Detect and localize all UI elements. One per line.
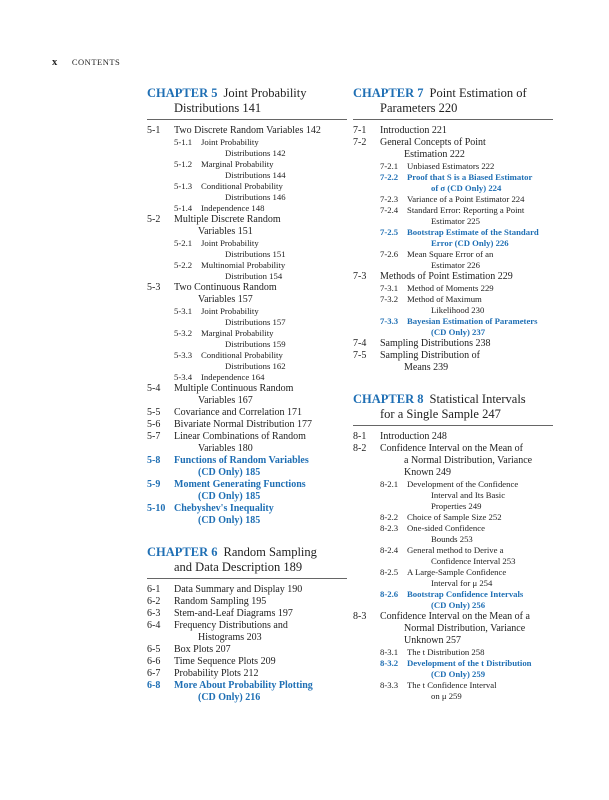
entry-number: 7-2.3 (380, 194, 399, 204)
toc-section[interactable] (147, 125, 347, 137)
chapter-heading-line (147, 545, 347, 560)
toc-section[interactable] (147, 584, 347, 596)
entry-number: 5-7 (147, 431, 161, 442)
toc-section[interactable] (147, 503, 347, 527)
toc-section[interactable] (147, 656, 347, 668)
entry-number: 5-6 (147, 419, 161, 430)
entry-number: 8-2.4 (380, 545, 399, 555)
toc-subsection[interactable] (353, 545, 553, 567)
entry-number: 6-5 (147, 644, 161, 655)
entry-title: A Large-Sample Confidence (407, 567, 507, 577)
toc-subsection[interactable] (147, 328, 347, 350)
entry-number: 8-1 (353, 431, 367, 442)
entry-title: Bootstrap Estimate of the Standard (407, 227, 539, 237)
entry-title: Variance of a Point Estimator 224 (407, 194, 525, 204)
entry-title: Joint Probability (201, 306, 259, 316)
entry-title-continued: (CD Only) 216 (198, 692, 261, 703)
chapter-title-continued: and Data Description 189 (174, 560, 303, 574)
chapter-heading-line (353, 86, 553, 101)
section-gap (353, 374, 553, 392)
toc-section[interactable] (147, 431, 347, 455)
toc-subsection[interactable] (353, 161, 553, 172)
entry-number: 5-2.2 (174, 260, 193, 270)
entry-title: Time Sequence Plots 209 (174, 656, 276, 667)
chapter-number: CHAPTER 8 (353, 392, 424, 406)
entry-title: Data Summary and Display 190 (174, 584, 303, 595)
entry-title-continued: Normal Distribution, Variance (404, 623, 526, 634)
toc-subsection[interactable] (353, 589, 553, 611)
entry-number: 5-2.1 (174, 238, 193, 248)
toc-section[interactable] (147, 407, 347, 419)
entry-title-continued: Variables 167 (198, 395, 253, 406)
entry-title-continued: Distribution 154 (225, 271, 283, 281)
entry-title: Conditional Probability (201, 350, 283, 360)
entry-title: Methods of Point Estimation 229 (380, 271, 513, 282)
entry-title: Moment Generating Functions (174, 479, 306, 490)
entry-title: Bayesian Estimation of Parameters (407, 316, 538, 326)
entry-title: Introduction 248 (380, 431, 447, 442)
entry-title-continued: Distributions 142 (225, 148, 286, 158)
entry-title: Bivariate Normal Distribution 177 (174, 419, 313, 430)
entry-title-continued: (CD Only) 237 (431, 327, 486, 337)
entry-number: 6-3 (147, 608, 161, 619)
entry-title: Independence 148 (201, 203, 265, 213)
entry-title-continued: Estimation 222 (404, 149, 465, 160)
running-header (52, 57, 120, 68)
chapter-number: CHAPTER 6 (147, 545, 218, 559)
entry-title: Confidence Interval on the Mean of (380, 443, 524, 454)
entry-number: 8-2.5 (380, 567, 399, 577)
toc-subsection[interactable] (147, 350, 347, 372)
toc-subsection[interactable] (353, 680, 553, 702)
entry-number: 8-2.1 (380, 479, 399, 489)
chapter-title: Joint Probability (223, 86, 307, 100)
page-number: x (52, 57, 58, 68)
entry-number: 5-1.3 (174, 181, 193, 191)
entry-title: Introduction 221 (380, 125, 447, 136)
entry-title-continued: Variables 180 (198, 443, 253, 454)
entry-number: 7-2.2 (380, 172, 399, 182)
entry-title-continued: a Normal Distribution, Variance (404, 455, 533, 466)
entry-number: 8-2.2 (380, 512, 399, 522)
entry-title: Method of Maximum (407, 294, 482, 304)
entry-title: Choice of Sample Size 252 (407, 512, 502, 522)
entry-number: 5-3.4 (174, 372, 193, 382)
entry-number: 7-3.3 (380, 316, 399, 326)
chapter-title-continued: Parameters 220 (380, 101, 458, 115)
entry-title-continued: Error (CD Only) 226 (431, 238, 509, 248)
entry-number: 8-3.2 (380, 658, 399, 668)
entry-title: Stem-and-Leaf Diagrams 197 (174, 608, 293, 619)
entry-title: Marginal Probability (201, 159, 274, 169)
toc-section[interactable] (353, 271, 553, 283)
entry-title: Bootstrap Confidence Intervals (407, 589, 524, 599)
toc-subsection[interactable] (147, 181, 347, 203)
entry-title-continued: Distributions 146 (225, 192, 286, 202)
toc-section[interactable] (147, 282, 347, 306)
entry-title: Two Continuous Random (174, 282, 277, 293)
entry-number: 5-1.2 (174, 159, 193, 169)
toc-section[interactable] (147, 608, 347, 620)
entry-title: More About Probability Plotting (174, 680, 313, 691)
entry-title: Joint Probability (201, 238, 259, 248)
entry-title: The t Confidence Interval (407, 680, 497, 690)
entry-title-continued: Interval for μ 254 (431, 578, 493, 588)
entry-number: 6-6 (147, 656, 161, 667)
entry-number: 7-2.1 (380, 161, 399, 171)
entry-number: 6-2 (147, 596, 161, 607)
toc-subsection[interactable] (353, 249, 553, 271)
chapter-heading (147, 86, 347, 120)
toc-subsection[interactable] (147, 203, 347, 214)
toc-subsection[interactable] (353, 194, 553, 205)
entry-title: Proof that S is a Biased Estimator (407, 172, 533, 182)
entry-title: Functions of Random Variables (174, 455, 309, 466)
toc-subsection[interactable] (147, 306, 347, 328)
entry-title-continued: Likelihood 230 (431, 305, 485, 315)
entry-title-continued: Unknown 257 (404, 635, 461, 646)
entry-number: 7-3 (353, 271, 367, 282)
entry-title: Box Plots 207 (174, 644, 231, 655)
entry-title: Multiple Continuous Random (174, 383, 294, 394)
entry-number: 5-2 (147, 214, 161, 225)
chapter-title: Statistical Intervals (429, 392, 526, 406)
entry-title: Development of the t Distribution (407, 658, 532, 668)
chapter-number: CHAPTER 7 (353, 86, 424, 100)
entry-title-continued: Interval and Its Basic (431, 490, 506, 500)
entry-number: 7-3.2 (380, 294, 399, 304)
toc-section[interactable] (147, 596, 347, 608)
toc-subsection[interactable] (353, 227, 553, 249)
entry-title-continued: Variables 157 (198, 294, 253, 305)
entry-number: 6-7 (147, 668, 161, 679)
entry-number: 5-3.2 (174, 328, 193, 338)
entry-number: 7-2.6 (380, 249, 399, 259)
toc-section[interactable] (147, 455, 347, 479)
entry-title: One-sided Confidence (407, 523, 485, 533)
entry-title: Multinomial Probability (201, 260, 286, 270)
toc-subsection[interactable] (353, 479, 553, 512)
entry-title: Unbiased Estimators 222 (407, 161, 495, 171)
entry-title-continued: Distributions 162 (225, 361, 286, 371)
entry-title: Random Sampling 195 (174, 596, 267, 607)
entry-number: 7-1 (353, 125, 367, 136)
entry-title: Confidence Interval on the Mean of a (380, 611, 530, 622)
chapter-heading (353, 86, 553, 120)
entry-number: 8-3 (353, 611, 367, 622)
toc-section[interactable] (353, 431, 553, 443)
entry-title-continued: Distributions 159 (225, 339, 286, 349)
chapter-number: CHAPTER 5 (147, 86, 218, 100)
entry-title-continued: (CD Only) 256 (431, 600, 486, 610)
toc-subsection[interactable] (147, 372, 347, 383)
entry-title-continued: Estimator 226 (431, 260, 480, 270)
toc-subsection[interactable] (147, 137, 347, 159)
chapter-title-continued: for a Single Sample 247 (380, 407, 501, 421)
toc-section[interactable] (353, 611, 553, 647)
toc-subsection[interactable] (353, 647, 553, 658)
entry-number: 7-4 (353, 338, 367, 349)
entry-title-continued: (CD Only) 185 (198, 491, 261, 502)
entry-number: 8-2 (353, 443, 367, 454)
toc-section[interactable] (353, 350, 553, 374)
entry-title-continued: Means 239 (404, 362, 449, 373)
chapter-heading (147, 545, 347, 579)
toc-section[interactable] (147, 620, 347, 644)
entry-title: Two Discrete Random Variables 142 (174, 125, 321, 136)
entry-title-continued: Distributions 151 (225, 249, 286, 259)
toc-section[interactable] (147, 419, 347, 431)
entry-title: Development of the Confidence (407, 479, 519, 489)
entry-number: 7-5 (353, 350, 367, 361)
toc-section[interactable] (147, 383, 347, 407)
entry-title: Probability Plots 212 (174, 668, 259, 679)
entry-title-continued: Variables 151 (198, 226, 253, 237)
entry-title-continued: on μ 259 (431, 691, 462, 701)
toc-column-right (353, 86, 553, 702)
toc-subsection[interactable] (353, 283, 553, 294)
toc-subsection[interactable] (353, 294, 553, 316)
entry-title-continued: (CD Only) 185 (198, 515, 261, 526)
entry-title: General method to Derive a (407, 545, 504, 555)
toc-section[interactable] (147, 479, 347, 503)
entry-number: 5-3 (147, 282, 161, 293)
toc-subsection[interactable] (147, 159, 347, 181)
entry-title: General Concepts of Point (380, 137, 486, 148)
entry-title: Sampling Distribution of (380, 350, 480, 361)
entry-title: Frequency Distributions and (174, 620, 288, 631)
entry-number: 5-1 (147, 125, 161, 136)
toc-subsection[interactable] (353, 316, 553, 338)
entry-number: 5-1.4 (174, 203, 193, 213)
chapter-heading-line (147, 86, 347, 101)
toc-column-left (147, 86, 347, 704)
entry-title-continued: (CD Only) 185 (198, 467, 261, 478)
toc-subsection[interactable] (353, 658, 553, 680)
entry-number: 6-4 (147, 620, 161, 631)
entry-title: Standard Error: Reporting a Point (407, 205, 525, 215)
entry-number: 5-10 (147, 503, 166, 514)
entry-title: Mean Square Error of an (407, 249, 494, 259)
running-head-label: CONTENTS (71, 57, 121, 67)
entry-number: 7-2.4 (380, 205, 399, 215)
entry-number: 5-9 (147, 479, 161, 490)
entry-title-continued: Estimator 225 (431, 216, 480, 226)
chapter-heading (353, 392, 553, 426)
toc-section[interactable] (147, 214, 347, 238)
entry-number: 5-8 (147, 455, 161, 466)
entry-title: Method of Moments 229 (407, 283, 494, 293)
chapter-heading-line (353, 392, 553, 407)
entry-number: 5-5 (147, 407, 161, 418)
chapter-title: Point Estimation of (429, 86, 527, 100)
toc-section[interactable] (353, 443, 553, 479)
toc-section[interactable] (353, 338, 553, 350)
entry-number: 6-8 (147, 680, 161, 691)
toc-subsection[interactable] (353, 172, 553, 194)
toc-subsection[interactable] (353, 523, 553, 545)
entry-number: 5-1.1 (174, 137, 193, 147)
entry-title-continued: Distributions 157 (225, 317, 286, 327)
entry-number: 7-2 (353, 137, 367, 148)
chapter-title-continued: Distributions 141 (174, 101, 262, 115)
entry-title: Linear Combinations of Random (174, 431, 306, 442)
entry-title: Conditional Probability (201, 181, 283, 191)
toc-subsection[interactable] (147, 238, 347, 260)
entry-title-continued: Bounds 253 (431, 534, 473, 544)
entry-number: 7-2.5 (380, 227, 399, 237)
toc-subsection[interactable] (147, 260, 347, 282)
toc-section[interactable] (353, 125, 553, 137)
entry-number: 8-2.3 (380, 523, 399, 533)
entry-title-continued: (CD Only) 259 (431, 669, 486, 679)
toc-subsection[interactable] (353, 205, 553, 227)
toc-subsection[interactable] (353, 567, 553, 589)
entry-title: Independence 164 (201, 372, 265, 382)
chapter-title: Random Sampling (223, 545, 317, 559)
entry-number: 5-3.3 (174, 350, 193, 360)
entry-title: The t Distribution 258 (407, 647, 485, 657)
entry-title-continued: Distributions 144 (225, 170, 286, 180)
entry-title: Chebyshev's Inequality (174, 503, 274, 514)
entry-title: Multiple Discrete Random (174, 214, 281, 225)
entry-number: 5-3.1 (174, 306, 193, 316)
entry-title: Marginal Probability (201, 328, 274, 338)
entry-number: 7-3.1 (380, 283, 399, 293)
entry-title: Covariance and Correlation 171 (174, 407, 303, 418)
toc-subsection[interactable] (353, 512, 553, 523)
entry-number: 8-2.6 (380, 589, 399, 599)
entry-number: 8-3.3 (380, 680, 399, 690)
entry-title-continued: Properties 249 (431, 501, 482, 511)
entry-number: 8-3.1 (380, 647, 399, 657)
entry-title-continued: of σ (CD Only) 224 (431, 183, 502, 193)
toc-section[interactable] (147, 668, 347, 680)
entry-number: 5-4 (147, 383, 161, 394)
entry-title-continued: Histograms 203 (198, 632, 262, 643)
entry-number: 6-1 (147, 584, 161, 595)
entry-title-continued: Confidence Interval 253 (431, 556, 516, 566)
entry-title: Joint Probability (201, 137, 259, 147)
toc-section[interactable] (353, 137, 553, 161)
toc-section[interactable] (147, 680, 347, 704)
entry-title: Sampling Distributions 238 (380, 338, 491, 349)
toc-section[interactable] (147, 644, 347, 656)
entry-title-continued: Known 249 (404, 467, 451, 478)
section-gap (147, 527, 347, 545)
